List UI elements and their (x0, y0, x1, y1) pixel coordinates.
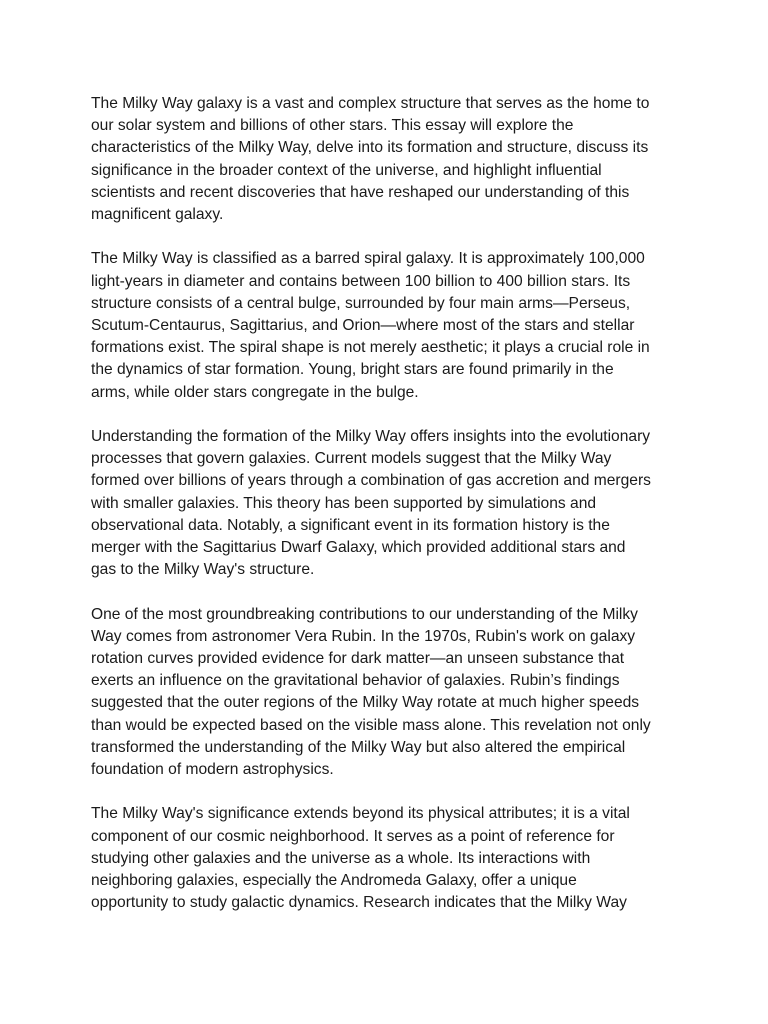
text-line: The Milky Way galaxy is a vast and complex structure that serves as the home to (91, 95, 650, 112)
text-line: transformed the understanding of the Milky Way but also altered the empirical (91, 738, 626, 756)
text-line: merger with the Sagittarius Dwarf Galaxy, which provided additional stars and (91, 539, 626, 557)
text-line: suggested that the outer regions of the Milky Way rotate at much higher speeds (91, 694, 640, 712)
text-line: with smaller galaxies. This theory has been supported by simulations and (91, 494, 597, 512)
text-line: processes that govern galaxies. Current models suggest that the Milky Way (91, 450, 612, 468)
text-line: One of the most groundbreaking contributions to our understanding of the Milky (91, 605, 638, 623)
text-line: scientists and recent discoveries that have reshaped our understanding of this (91, 183, 630, 201)
text-line: the dynamics of star formation. Young, bright stars are found primarily in the (91, 361, 614, 379)
text-line: significance in the broader context of the universe, and highlight influential (91, 161, 602, 179)
text-line: Understanding the formation of the Milky Way offers insights into the evolutionary (91, 428, 651, 446)
text-line: Way comes from astronomer Vera Rubin. In the 1970s, Rubin's work on galaxy (91, 627, 636, 645)
paragraph-vera-rubin (91, 604, 691, 782)
text-line: foundation of modern astrophysics. (91, 761, 334, 779)
text-line: magnificent galaxy. (91, 206, 224, 224)
text-line: Scutum-Centaurus, Sagittarius, and Orion—where most of the stars and stellar (91, 317, 635, 335)
text-line: arms, while older stars congregate in the bulge. (91, 383, 419, 401)
paragraph-structure (91, 248, 691, 403)
document-body (91, 93, 691, 937)
text-line: our solar system and billions of other stars. This essay will explore the (91, 117, 574, 135)
text-line: The Milky Way is classified as a barred spiral galaxy. It is approximately 100,000 (91, 250, 645, 268)
paragraph-intro (91, 93, 691, 226)
text-line: rotation curves provided evidence for dark matter—an unseen substance that (91, 650, 625, 668)
text-line: structure consists of a central bulge, surrounded by four main arms—Perseus, (91, 294, 631, 312)
text-line: component of our cosmic neighborhood. It serves as a point of reference for (91, 827, 615, 845)
paragraph-significance (91, 803, 691, 914)
text-line: opportunity to study galactic dynamics. Research indicates that the Milky Way (91, 894, 627, 912)
text-line: exerts an influence on the gravitational behavior of galaxies. Rubin’s findings (91, 672, 620, 690)
text-line: neighboring galaxies, especially the Andromeda Galaxy, offer a unique (91, 872, 577, 890)
text-line: than would be expected based on the visible mass alone. This revelation not only (91, 716, 651, 734)
text-line: formed over billions of years through a combination of gas accretion and mergers (91, 472, 651, 490)
text-line: characteristics of the Milky Way, delve into its formation and structure, discuss its (91, 139, 649, 157)
text-line: light-years in diameter and contains between 100 billion to 400 billion stars. Its (91, 272, 631, 290)
text-line: The Milky Way's significance extends beyond its physical attributes; it is a vital (91, 805, 630, 823)
text-line: studying other galaxies and the universe as a whole. Its interactions with (91, 849, 591, 867)
text-line: observational data. Notably, a significant event in its formation history is the (91, 516, 610, 534)
text-line: gas to the Milky Way's structure. (91, 561, 315, 579)
paragraph-formation (91, 426, 691, 581)
text-line: formations exist. The spiral shape is not merely aesthetic; it plays a crucial role in (91, 339, 650, 357)
